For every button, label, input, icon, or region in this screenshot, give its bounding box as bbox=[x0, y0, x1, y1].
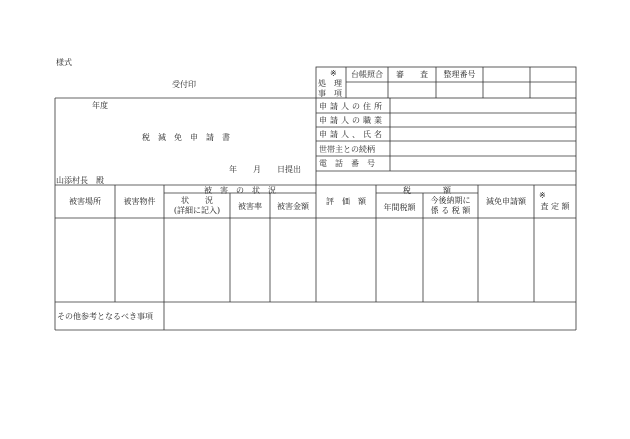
reference-number-header: 整理番号 bbox=[443, 70, 476, 79]
ledger-check-header: 台帳照合 bbox=[351, 70, 383, 79]
damaged-property-header: 被害物件 bbox=[123, 197, 156, 206]
relationship-label: 世帯主との続柄 bbox=[319, 145, 375, 154]
addressee: 山添村長 殿 bbox=[56, 176, 104, 185]
decision-mark: ※ bbox=[539, 191, 546, 200]
processing-mark: ※ bbox=[330, 69, 337, 78]
form-title: 税 減 免 申 請 書 bbox=[142, 133, 230, 142]
future-tax-header-1: 今後納期に bbox=[430, 196, 471, 205]
applicant-occupation-label: 申請人の職業 bbox=[319, 116, 385, 125]
future-tax-header-2: 係 る 税 額 bbox=[430, 206, 471, 215]
annual-tax-header: 年間税額 bbox=[383, 203, 416, 212]
applicant-address-label: 申請人の住所 bbox=[319, 102, 385, 111]
damage-rate-header: 被害率 bbox=[238, 202, 262, 211]
applicant-name-label: 申請人、氏名 bbox=[319, 130, 385, 139]
review-header: 審 査 bbox=[396, 70, 428, 79]
phone-label: 電 話 番 号 bbox=[319, 159, 375, 168]
condition-note: (詳細に記入) bbox=[173, 206, 221, 215]
processing-label-2: 事 項 bbox=[318, 89, 342, 98]
form-label: 様式 bbox=[56, 58, 72, 67]
damage-group-header: 被 害 の 状 況 bbox=[204, 186, 276, 195]
other-matters-label: その他参考となるべき事項 bbox=[57, 312, 153, 321]
year-label: 年度 bbox=[92, 101, 108, 110]
submission-date: 年 月 日提出 bbox=[229, 165, 301, 174]
assessed-value-header: 評 価 額 bbox=[326, 197, 366, 206]
damage-amount-header: 被害金額 bbox=[277, 202, 309, 211]
reception-stamp-label: 受付印 bbox=[172, 80, 196, 89]
assessed-amount-header: 査 定 額 bbox=[540, 202, 570, 211]
condition-header: 状 況 bbox=[181, 196, 213, 205]
tax-group-header: 税 額 bbox=[403, 186, 451, 195]
damage-place-header: 被害場所 bbox=[69, 197, 101, 206]
reduction-request-header: 減免申請額 bbox=[486, 197, 526, 206]
processing-label-1: 処 理 bbox=[318, 79, 342, 88]
